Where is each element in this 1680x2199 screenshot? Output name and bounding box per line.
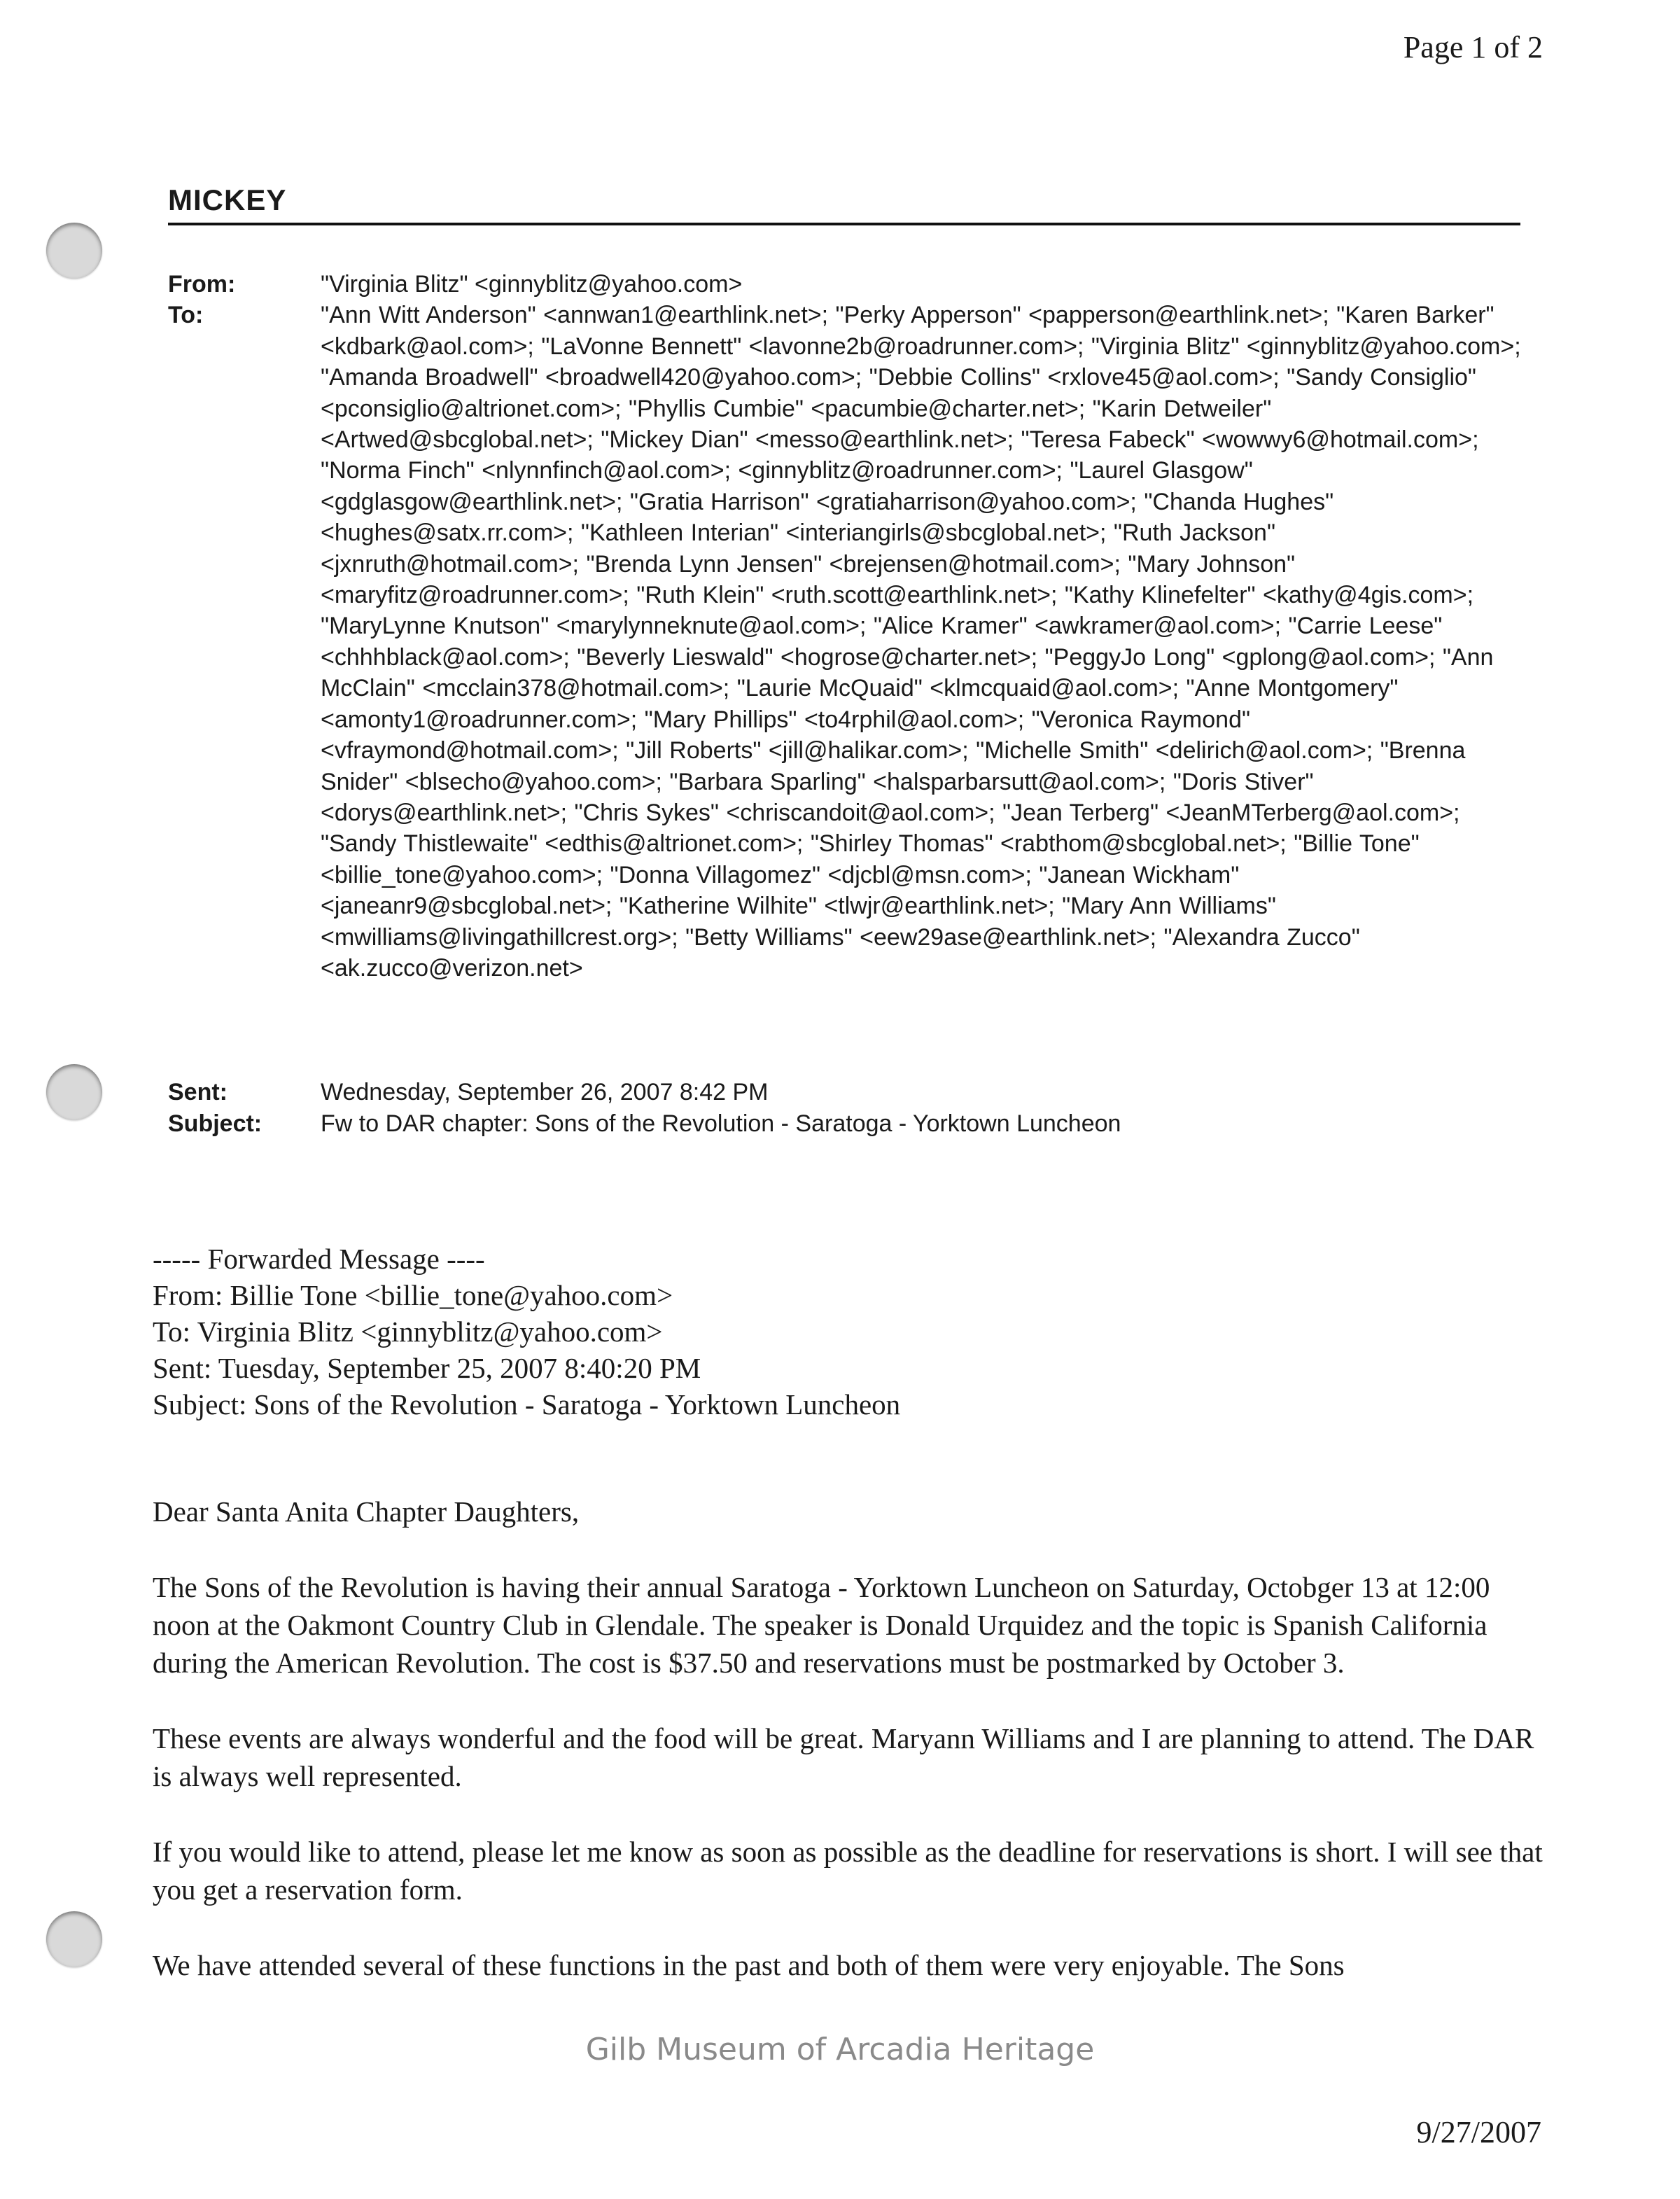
- body-paragraph: The Sons of the Revolution is having their annual Saratoga - Yorktown Luncheon on Saturday, Octobger 13 at 12:00 noon at the Oakmont Country Club in Glendale. The speaker is Donald Urquidez and the topic is Spanish California during the American Revolution. The cost is $37.50 and reservations must be postmarked by October 3.: [153, 1571, 1490, 1679]
- printed-date: 9/27/2007: [1416, 2115, 1541, 2149]
- to-recipients-text: "Ann Witt Anderson" <annwan1@earthlink.net>; "Perky Apperson" <papperson@earthlink.net>; "Karen Barker" <kdbark@aol.com>; "LaVonne Bennett" <lavonne2b@roadrunner.com>; "Virginia Blitz" <ginnyblitz@yahoo.com>; "Amanda Broadwell" <broadwell420@yahoo.com>; "Debbie Collins" <rxlove45@aol.com>; "Sandy Consiglio" <pconsiglio@altrionet.com>; "Phyllis Cumbie" <pacumbie@charter.net>; "Karin Detweiler" <Artwed@sbcglobal.net>; "Mickey Dian" <messo@earthlink.net>; "Teresa Fabeck" <wowwy6@hotmail.com>; "Norma Finch" <nlynnfinch@aol.com>; <ginnyblitz@roadrunner.com>; "Laurel Glasgow" <gdglasgow@earthlink.net>; "Gratia Harrison" <gratiaharrison@yahoo.com>; "Chanda Hughes" <hughes@satx.rr.com>; "Kathleen Interian" <interiangirls@sbcglobal.net>; "Ruth Jackson" <jxnruth@hotmail.com>; "Brenda Lynn Jensen" <brejensen@hotmail.com>; "Mary Johnson" <maryfitz@roadrunner.com>; "Ruth Klein" <ruth.scott@earthlink.net>; "Kathy Klinefelter" <kathy@4gis.com>; "MaryLynne Knutson" <marylynneknute@aol.com>; "Alice Kramer" <awkramer@aol.com>; "Carrie Leese" <chhhblack@aol.com>; "Beverly Lieswald" <hogrose@charter.net>; "PeggyJo Long" <gplong@aol.com>; "Ann McClain" <mcclain378@hotmail.com>; "Laurie McQuaid" <klmcquaid@aol.com>; "Anne Montgomery" <amonty1@roadrunner.com>; "Mary Phillips" <to4rphil@aol.com>; "Veronica Raymond" <vfraymond@hotmail.com>; "Jill Roberts" <jill@halikar.com>; "Michelle Smith" <delirich@aol.com>; "Brenna Snider" <blsecho@yahoo.com>; "Barbara Sparling" <halsparbarsutt@aol.com>; "Doris Stiver" <dorys@earthlink.net>; "Chris Sykes" <chriscandoit@aol.com>; "Jean Terberg" <JeanMTerberg@aol.com>; "Sandy Thistlewaite" <edthis@altrionet.com>; "Shirley Thomas" <rabthom@sbcglobal.net>; "Billie Tone" <billie_tone@yahoo.com>; "Donna Villagomez" <djcbl@msn.com>; "Janean Wickham" <janeanr9@sbcglobal.net>; "Katherine Wilhite" <tlwjr@earthlink.net>; "Mary Ann Williams" <mwilliams@livingathillcrest.org>; "Betty Williams" <eew29ase@earthlink.net>; "Alexandra Zucco" <ak.zucco@verizon.net>: [321, 302, 1521, 982]
- sent-row: [168, 1077, 1523, 1108]
- to-recipients: [321, 300, 1523, 1077]
- binder-hole-top: [46, 223, 102, 279]
- sent-value: Wednesday, September 26, 2007 8:42 PM: [321, 1079, 769, 1106]
- from-value: "Virginia Blitz" <ginnyblitz@yahoo.com>: [321, 271, 743, 298]
- forwarded-marker: ----- Forwarded Message ----: [153, 1243, 485, 1275]
- body-paragraph: These events are always wonderful and the food will be great. Maryann Williams and I are planning to attend. The DAR is always well represented.: [153, 1722, 1534, 1792]
- email-header: [168, 269, 1523, 1139]
- forwarded-from: From: Billie Tone <billie_tone@yahoo.com>: [153, 1279, 673, 1311]
- subject-row: [168, 1108, 1523, 1139]
- forwarded-subject: Subject: Sons of the Revolution - Saratoga - Yorktown Luncheon: [153, 1388, 901, 1420]
- binder-hole-bottom: [46, 1911, 102, 1967]
- greeting: Dear Santa Anita Chapter Daughters,: [153, 1495, 580, 1528]
- title-divider: [168, 223, 1520, 225]
- mailbox-owner-title: MICKEY: [168, 183, 287, 216]
- subject-value: Fw to DAR chapter: Sons of the Revolution - Saratoga - Yorktown Luncheon: [321, 1110, 1121, 1137]
- message-body: [153, 1493, 1547, 2022]
- to-row: [168, 300, 1523, 1077]
- sent-label: Sent:: [168, 1079, 227, 1106]
- forwarded-message-header: [153, 1241, 1546, 1423]
- archive-watermark: Gilb Museum of Arcadia Heritage: [585, 2032, 1095, 2067]
- page-number: Page 1 of 2: [1403, 30, 1543, 64]
- body-paragraph: If you would like to attend, please let me know as soon as possible as the deadline for reservations is short. I will see that you get a reservation form.: [153, 1836, 1543, 1906]
- to-label: To:: [168, 302, 204, 329]
- body-paragraph: We have attended several of these functions in the past and both of them were very enjoyable. The Sons: [153, 1949, 1345, 1981]
- from-label: From:: [168, 271, 236, 298]
- forwarded-sent: Sent: Tuesday, September 25, 2007 8:40:20 PM: [153, 1352, 701, 1384]
- forwarded-to: To: Virginia Blitz <ginnyblitz@yahoo.com>: [153, 1315, 663, 1348]
- binder-hole-middle: [46, 1064, 102, 1120]
- from-row: [168, 269, 1523, 300]
- subject-label: Subject:: [168, 1110, 262, 1137]
